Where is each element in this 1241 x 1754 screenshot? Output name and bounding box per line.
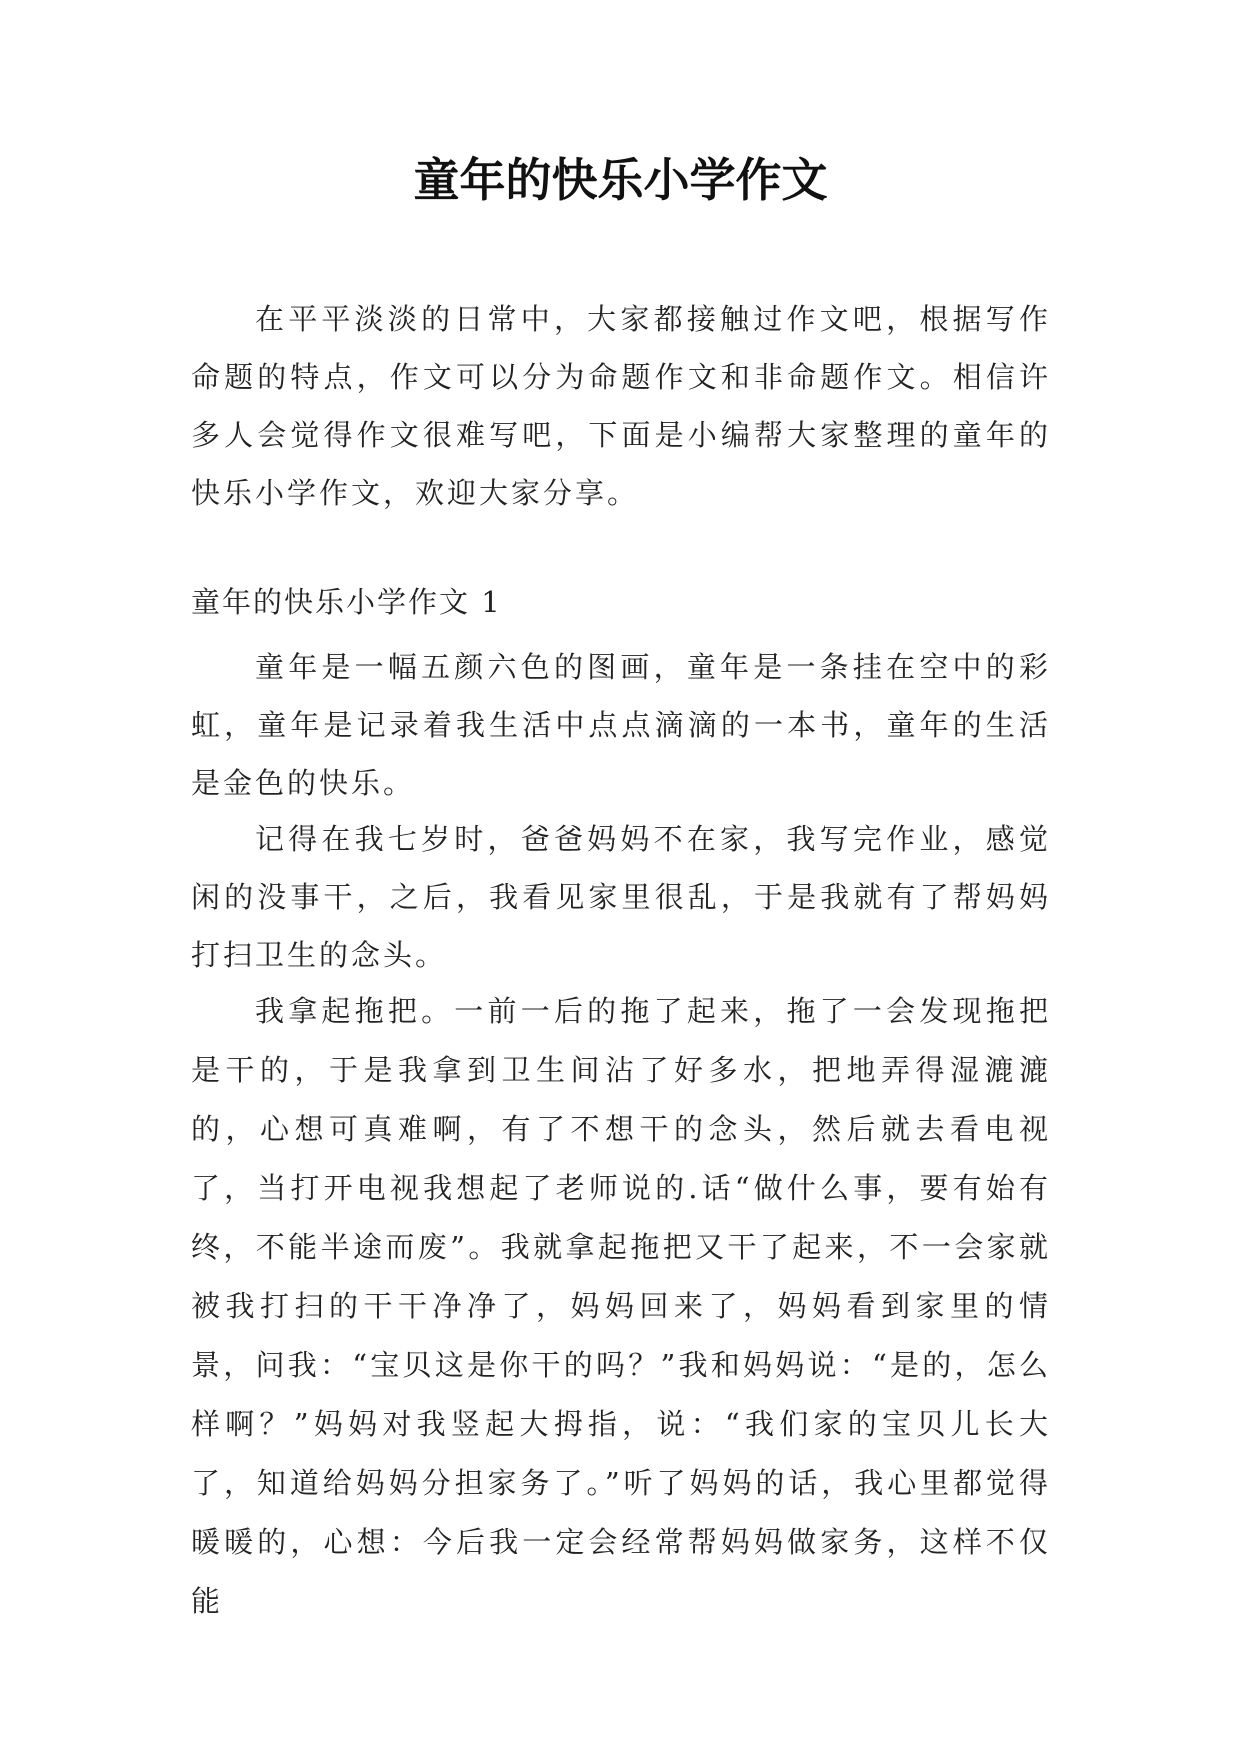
body-paragraph-3: 我拿起拖把。一前一后的拖了起来，拖了一会发现拖把是干的，于是我拿到卫生间沾了好多水，把地弄得湿漉漉的，心想可真难啊，有了不想干的念头，然后就去看电视了，当打开电视我想起了老师说的.话“做什么事，要有始有终，不能半途而废”。我就拿起拖把又干了起来，不一会家就被我打扫的干干净净了，妈妈回来了，妈妈看到家里的情景，问我：“宝贝这是你干的吗？”我和妈妈说：“是的，怎么样啊？”妈妈对我竖起大拇指，说：“我们家的宝贝儿长大了，知道给妈妈分担家务了。”听了妈妈的话，我心里都觉得暖暖的，心想：今后我一定会经常帮妈妈做家务，这样不仅能 [191,994,1051,1618]
body-paragraph-2: 记得在我七岁时，爸爸妈妈不在家，我写完作业，感觉闲的没事干，之后，我看见家里很乱，于是我就有了帮妈妈打扫卫生的念头。 [191,822,1051,972]
intro-paragraph: 在平平淡淡的日常中，大家都接触过作文吧，根据写作命题的特点，作文可以分为命题作文和非命题作文。相信许多人会觉得作文很难写吧，下面是小编帮大家整理的童年的快乐小学作文，欢迎大家分享。 [191,302,1051,510]
document-title: 童年的快乐小学作文 [413,153,828,207]
body-paragraph-1: 童年是一幅五颜六色的图画，童年是一条挂在空中的彩虹，童年是记录着我生活中点点滴滴的一本书，童年的生活是金色的快乐。 [191,650,1051,800]
section-heading: 童年的快乐小学作文 1 [191,585,502,619]
